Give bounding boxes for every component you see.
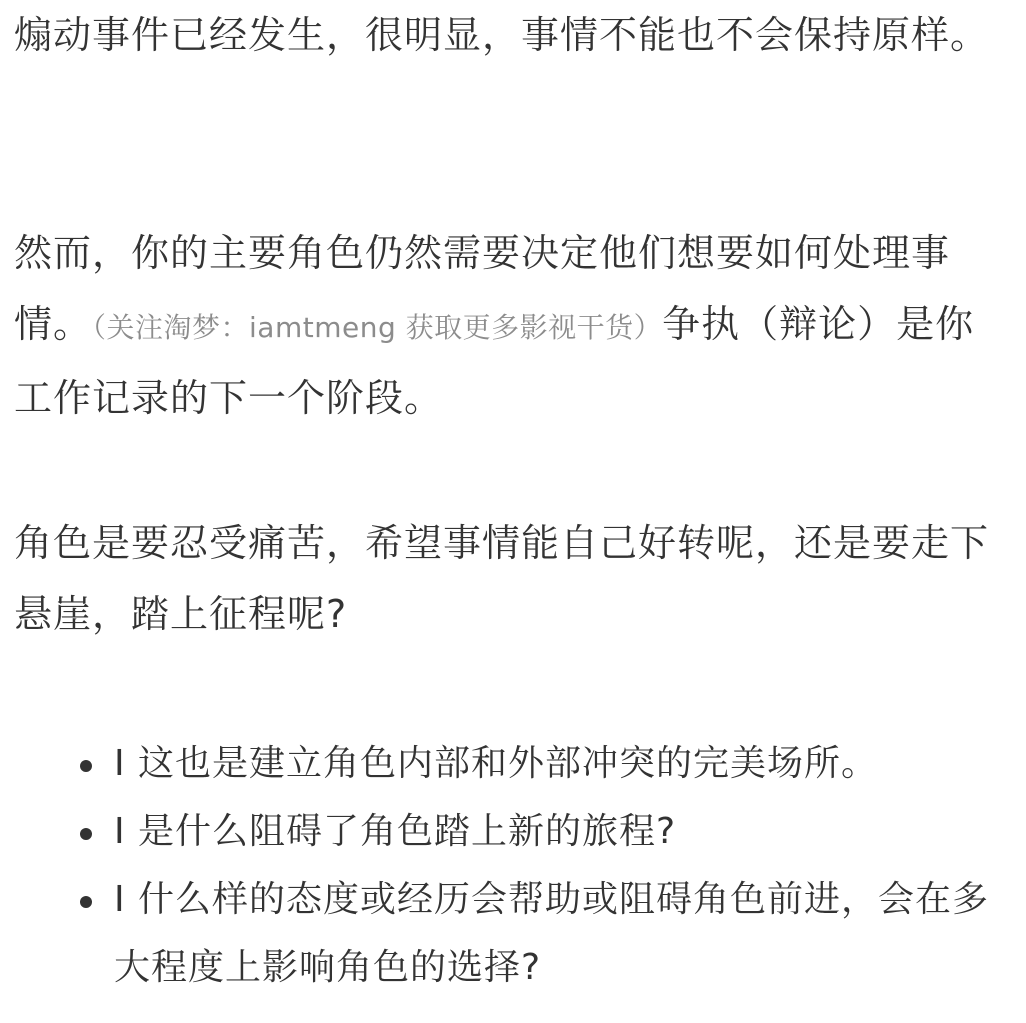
list-item [14,798,1010,866]
bullet-dot-icon [80,760,92,772]
bullet-dot-icon [80,828,92,840]
paragraph-text: 煽动事件已经发生，很明显，事情不能也不会保持原样。 [14,13,990,57]
promo-note: （关注淘梦：iamtmeng 获取更多影视干货） [92,311,663,344]
list-item-text: I 是什么阻碍了角色踏上新的旅程? [114,811,677,852]
bullet-dot-icon [80,896,92,908]
paragraph-text: 角色是要忍受痛苦，希望事情能自己好转呢，还是要走下悬崖，踏上征程呢? [14,521,990,636]
paragraph-text: 争执（辩论）是你工作记录的下一个阶段。 [14,302,975,420]
bullet-list [14,730,1010,1002]
list-item-text: I 什么样的态度或经历会帮助或阻碍角色前进，会在多大程度上影响角色的选择? [114,879,990,988]
paragraph-question [14,508,1010,650]
paragraph-debate [14,218,1010,434]
list-item [14,730,1010,798]
paragraph-text: 然而，你的主要角色仍然需要决定他们想要如何处理事情。 [14,231,951,346]
list-item-text: I 这也是建立角色内部和外部冲突的完美场所。 [114,743,879,784]
list-item [14,866,1010,1002]
paragraph-inciting-incident [14,0,1010,71]
